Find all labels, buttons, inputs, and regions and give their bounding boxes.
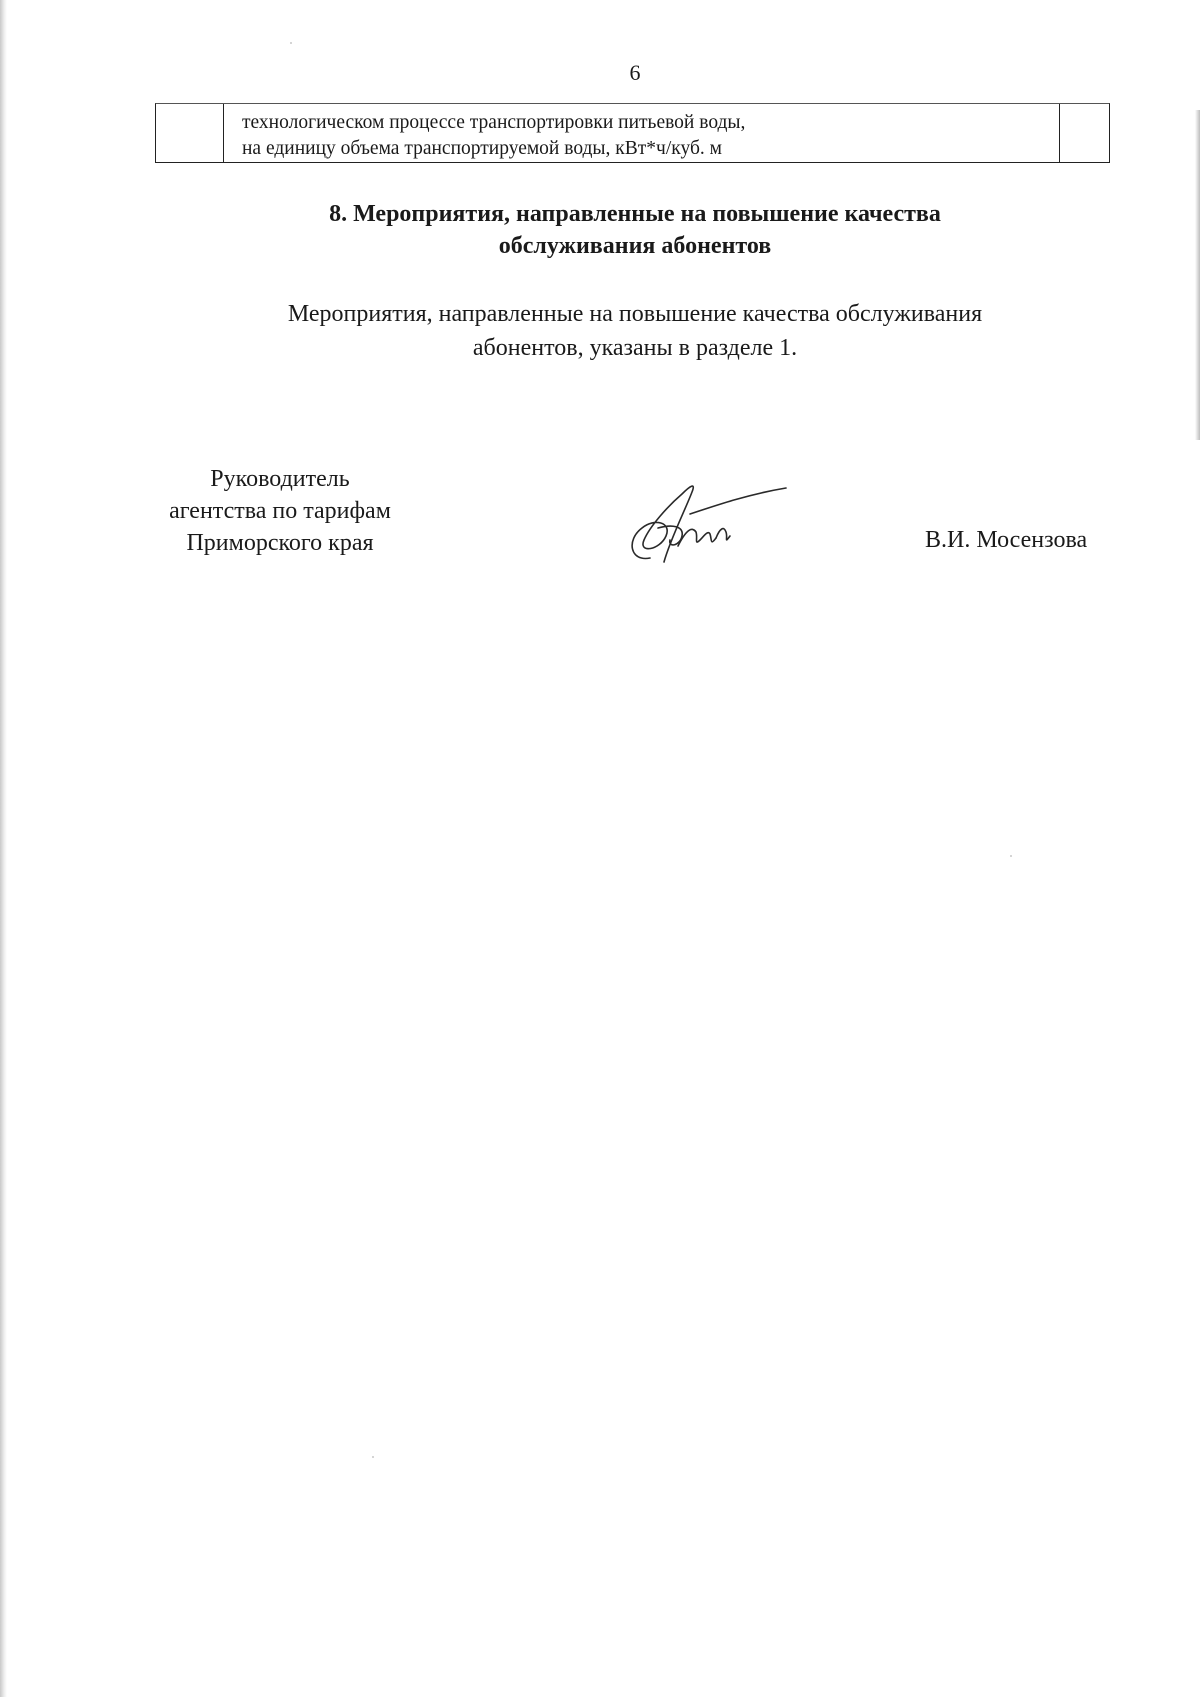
scan-speck bbox=[290, 42, 292, 44]
section-body-line: Мероприятия, направленные на повышение качества обслуживания bbox=[287, 301, 983, 327]
page-number: 6 bbox=[629, 60, 641, 85]
section-title bbox=[0, 198, 1200, 262]
handwritten-signature bbox=[620, 470, 790, 570]
signatory-title bbox=[130, 463, 430, 559]
scan-speck bbox=[1010, 855, 1012, 857]
table-cell-line: на единицу объема транспортируемой воды, кВт*ч/куб. м bbox=[242, 138, 722, 159]
table-cell-value bbox=[1060, 104, 1109, 162]
table-cell-index bbox=[156, 104, 224, 162]
signatory-name: В.И. Мосензова bbox=[925, 527, 1088, 553]
section-body bbox=[0, 297, 1200, 365]
section-title-line: 8. Мероприятия, направленные на повышение качества bbox=[329, 201, 941, 227]
scan-speck bbox=[372, 1456, 374, 1458]
signatory-title-line: Руководитель bbox=[210, 466, 350, 492]
signatory-title-line: агентства по тарифам bbox=[169, 498, 391, 524]
scan-edge-right bbox=[1195, 110, 1200, 440]
table-cell-indicator bbox=[224, 104, 1060, 162]
section-title-line: обслуживания абонентов bbox=[498, 233, 772, 259]
signatory-title-line: Приморского края bbox=[186, 530, 374, 556]
table-cell-line: технологическом процессе транспортировки питьевой воды, bbox=[242, 112, 746, 133]
table-fragment bbox=[155, 103, 1110, 163]
section-body-line: абонентов, указаны в разделе 1. bbox=[472, 335, 798, 361]
